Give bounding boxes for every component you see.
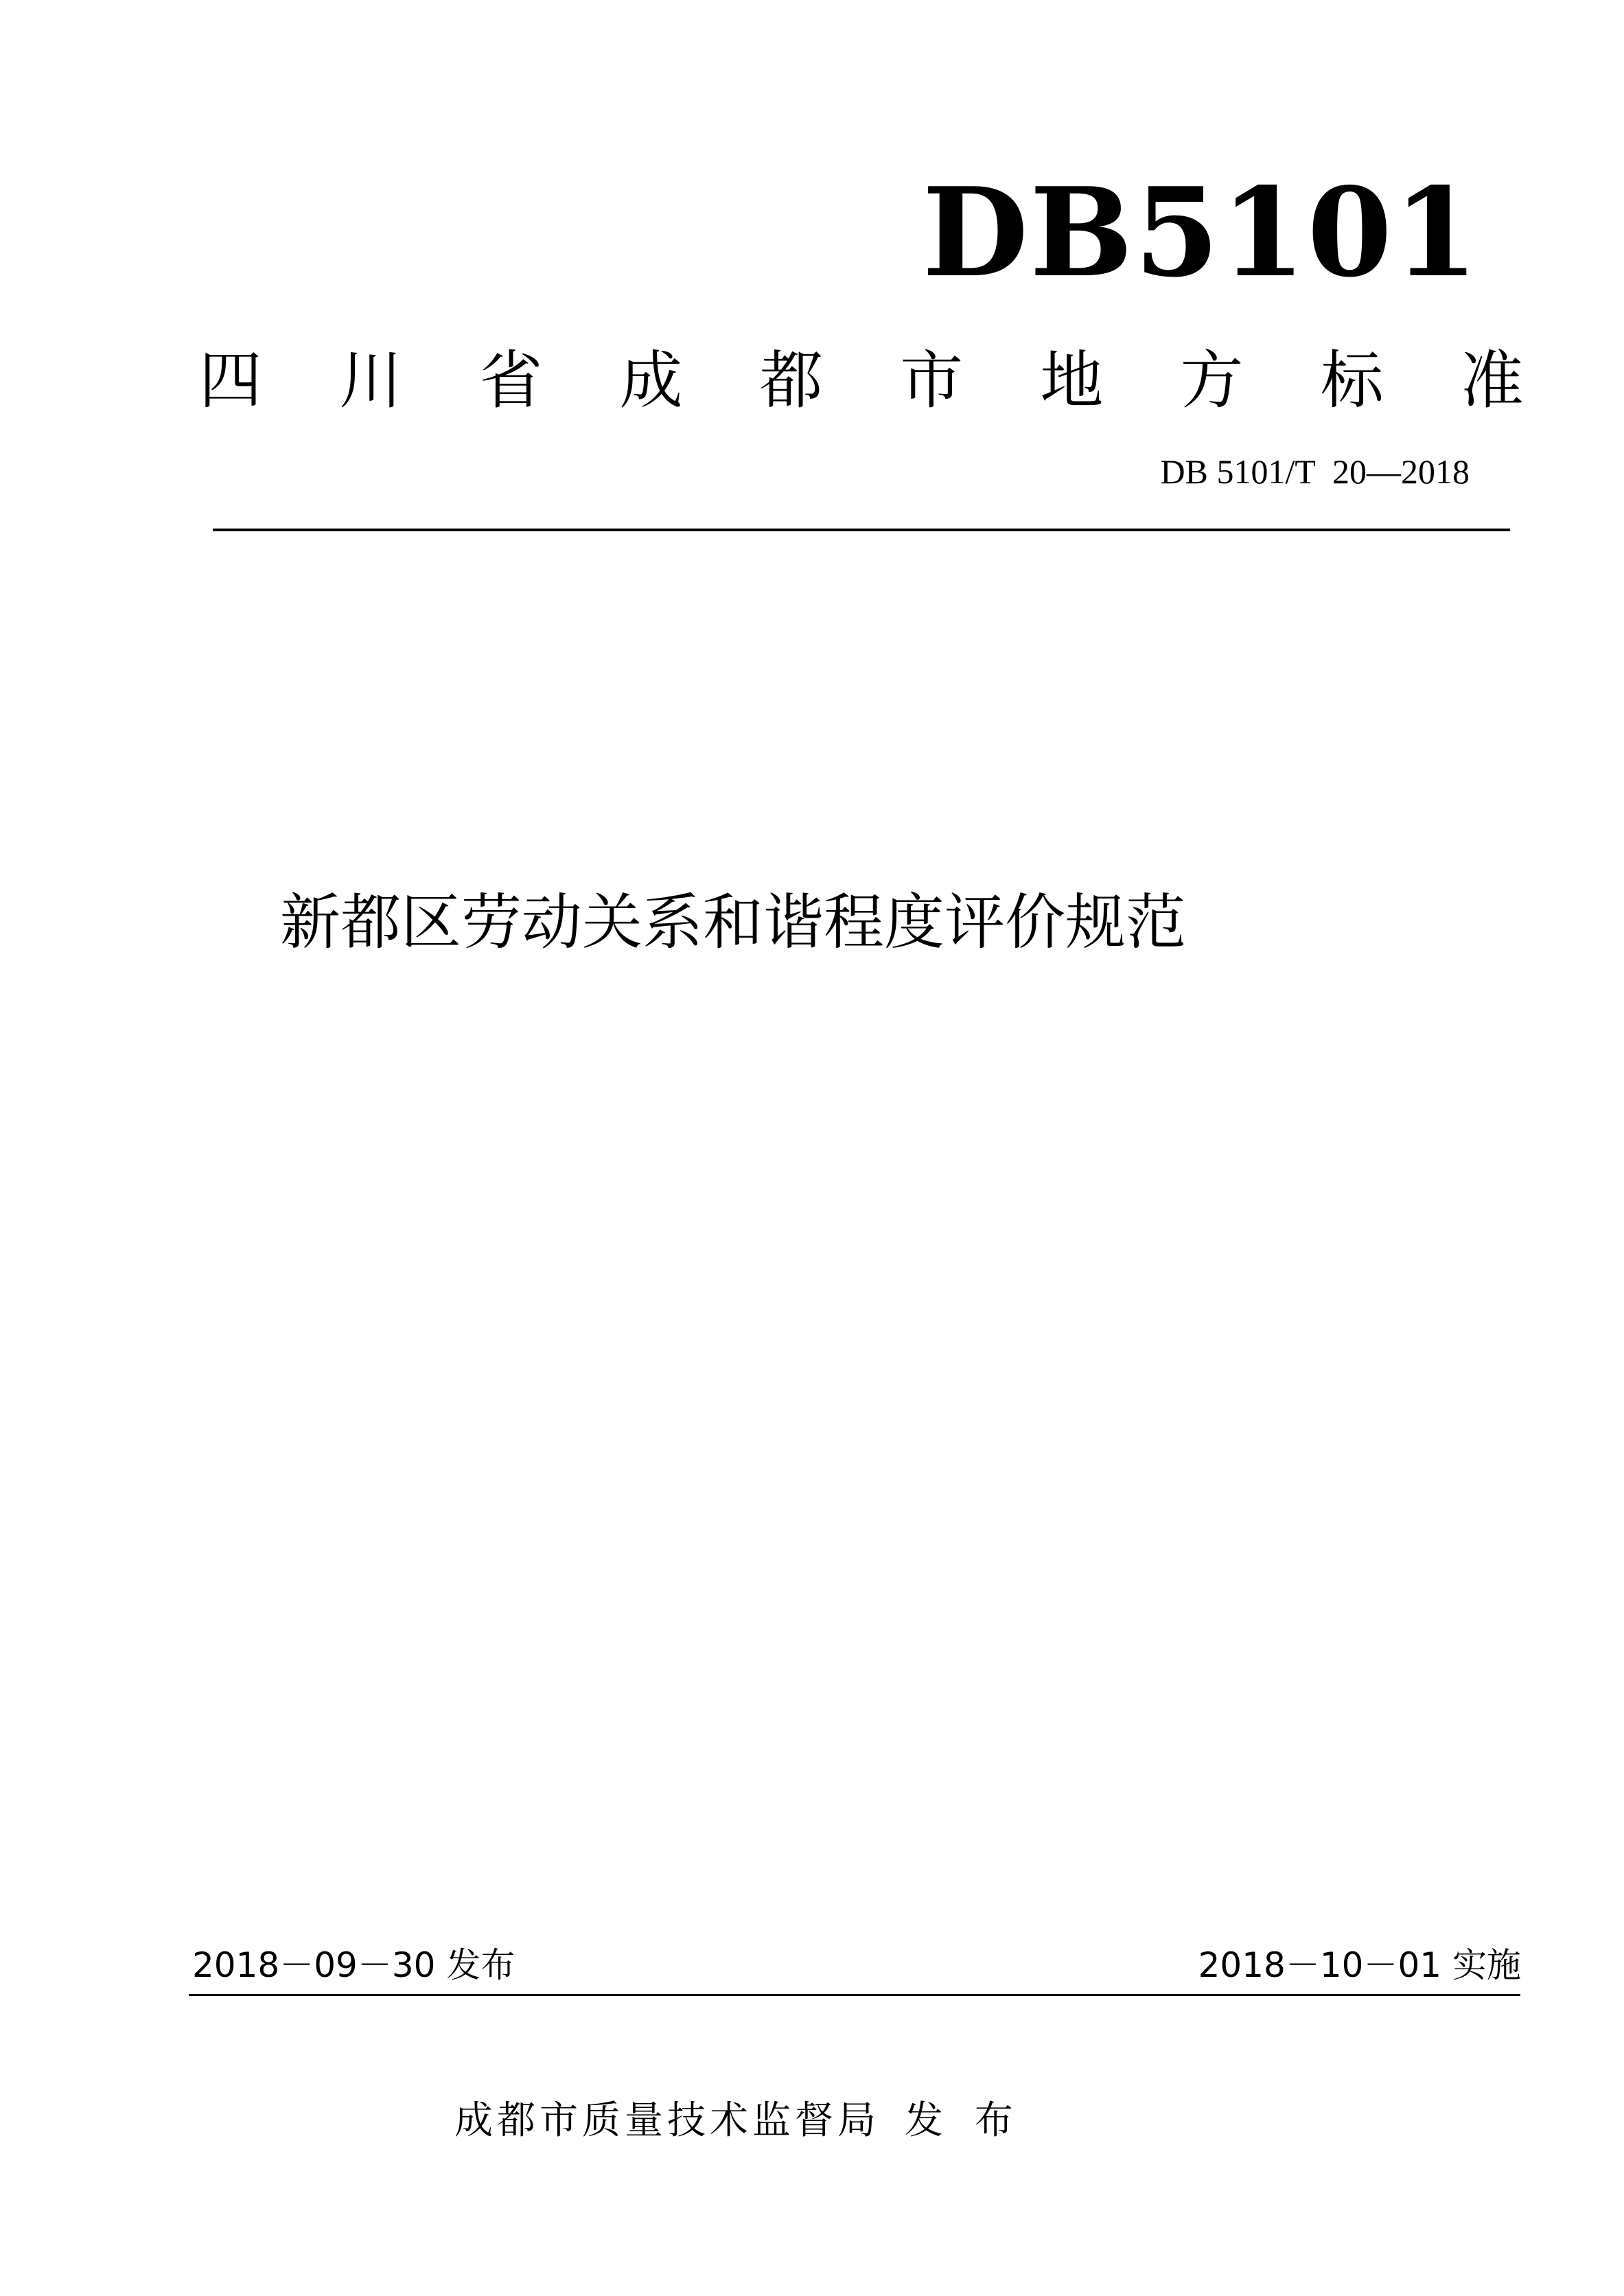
implementation-date: 2018－10－01 实施 <box>1198 1945 1521 1985</box>
standard-type-char: 四 <box>199 344 263 417</box>
footer-divider <box>189 1994 1520 1996</box>
standard-type-char: 标 <box>1320 344 1384 417</box>
standard-type-char: 都 <box>759 344 823 417</box>
standard-type-char: 川 <box>339 344 403 417</box>
standard-type-heading <box>199 343 1524 419</box>
publisher-line <box>454 2098 1023 2143</box>
publisher-name: 成都市质量技术监督局 <box>454 2098 880 2143</box>
document-title: 新都区劳动关系和谐程度评价规范 <box>280 887 1187 958</box>
standard-type-char: 成 <box>619 344 683 417</box>
standard-type-char: 方 <box>1180 344 1244 417</box>
standard-type-char: 准 <box>1460 344 1524 417</box>
header-divider <box>213 529 1510 531</box>
standard-type-char: 地 <box>1040 344 1104 417</box>
issue-date: 2018－09－30 发布 <box>192 1945 515 1985</box>
publish-word: 发 布 <box>905 2098 1023 2143</box>
standard-number: DB 5101/T 20—2018 <box>1160 452 1470 491</box>
standard-code: DB5101 <box>922 161 1480 304</box>
standard-type-char: 市 <box>900 344 964 417</box>
standard-type-char: 省 <box>479 344 543 417</box>
